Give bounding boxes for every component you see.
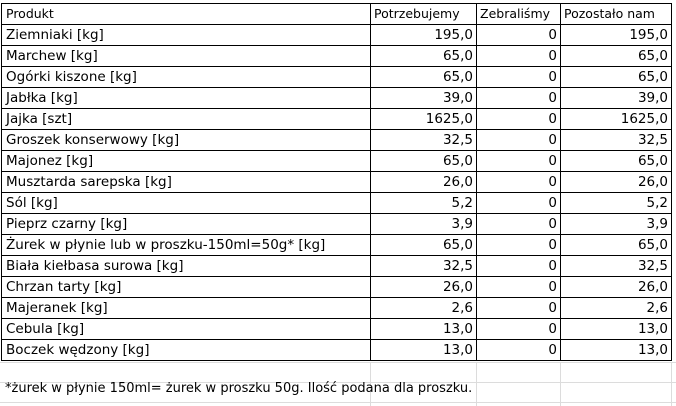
- table-row: [2, 277, 672, 298]
- header-needed[interactable]: Potrzebujemy: [371, 4, 477, 25]
- products-table: [1, 3, 672, 361]
- header-remaining[interactable]: Pozostało nam: [561, 4, 672, 25]
- table-row: [2, 340, 672, 361]
- cell-remaining[interactable]: 65,0: [561, 46, 672, 67]
- cell-remaining[interactable]: 65,0: [561, 67, 672, 88]
- cell-product[interactable]: Pieprz czarny [kg]: [2, 214, 371, 235]
- cell-collected[interactable]: 0: [477, 319, 561, 340]
- cell-collected[interactable]: 0: [477, 193, 561, 214]
- table-row: [2, 130, 672, 151]
- cell-collected[interactable]: 0: [477, 67, 561, 88]
- cell-remaining[interactable]: 5,2: [561, 193, 672, 214]
- cell-remaining[interactable]: 3,9: [561, 214, 672, 235]
- table-row: [2, 172, 672, 193]
- cell-remaining[interactable]: 13,0: [561, 340, 672, 361]
- table-row: [2, 319, 672, 340]
- cell-product[interactable]: Groszek konserwowy [kg]: [2, 130, 371, 151]
- cell-needed[interactable]: 2,6: [371, 298, 477, 319]
- table-row: [2, 46, 672, 67]
- table-row: [2, 25, 672, 46]
- cell-product[interactable]: Majonez [kg]: [2, 151, 371, 172]
- cell-collected[interactable]: 0: [477, 214, 561, 235]
- cell-remaining[interactable]: 26,0: [561, 277, 672, 298]
- cell-remaining[interactable]: 65,0: [561, 235, 672, 256]
- cell-collected[interactable]: 0: [477, 340, 561, 361]
- cell-collected[interactable]: 0: [477, 298, 561, 319]
- table-row: [2, 151, 672, 172]
- cell-needed[interactable]: 32,5: [371, 130, 477, 151]
- cell-collected[interactable]: 0: [477, 172, 561, 193]
- cell-product[interactable]: Cebula [kg]: [2, 319, 371, 340]
- table-row: [2, 298, 672, 319]
- cell-product[interactable]: Majeranek [kg]: [2, 298, 371, 319]
- cell-product[interactable]: Marchew [kg]: [2, 46, 371, 67]
- cell-remaining[interactable]: 195,0: [561, 25, 672, 46]
- empty-row-gridline: [0, 402, 676, 403]
- cell-needed[interactable]: 5,2: [371, 193, 477, 214]
- cell-needed[interactable]: 65,0: [371, 151, 477, 172]
- table-row: [2, 256, 672, 277]
- cell-needed[interactable]: 13,0: [371, 319, 477, 340]
- empty-column-gridline: [560, 362, 561, 406]
- cell-remaining[interactable]: 13,0: [561, 319, 672, 340]
- cell-product[interactable]: Musztarda sarepska [kg]: [2, 172, 371, 193]
- cell-remaining[interactable]: 32,5: [561, 130, 672, 151]
- cell-remaining[interactable]: 32,5: [561, 256, 672, 277]
- table-row: [2, 214, 672, 235]
- table-row: [2, 235, 672, 256]
- cell-product[interactable]: Sól [kg]: [2, 193, 371, 214]
- cell-collected[interactable]: 0: [477, 109, 561, 130]
- cell-needed[interactable]: 65,0: [371, 46, 477, 67]
- header-collected[interactable]: Zebraliśmy: [477, 4, 561, 25]
- cell-needed[interactable]: 3,9: [371, 214, 477, 235]
- cell-collected[interactable]: 0: [477, 88, 561, 109]
- cell-needed[interactable]: 65,0: [371, 67, 477, 88]
- cell-product[interactable]: Biała kiełbasa surowa [kg]: [2, 256, 371, 277]
- cell-product[interactable]: Żurek w płynie lub w proszku-150ml=50g* [kg]: [2, 235, 371, 256]
- table-row: [2, 67, 672, 88]
- empty-column-gridline: [671, 362, 672, 406]
- cell-needed[interactable]: 26,0: [371, 172, 477, 193]
- empty-row-gridline: [0, 362, 676, 363]
- cell-product[interactable]: Jajka [szt]: [2, 109, 371, 130]
- cell-remaining[interactable]: 26,0: [561, 172, 672, 193]
- cell-collected[interactable]: 0: [477, 151, 561, 172]
- table-row: [2, 193, 672, 214]
- cell-needed[interactable]: 13,0: [371, 340, 477, 361]
- cell-product[interactable]: Chrzan tarty [kg]: [2, 277, 371, 298]
- cell-product[interactable]: Ziemniaki [kg]: [2, 25, 371, 46]
- cell-collected[interactable]: 0: [477, 130, 561, 151]
- cell-needed[interactable]: 65,0: [371, 235, 477, 256]
- cell-collected[interactable]: 0: [477, 25, 561, 46]
- cell-collected[interactable]: 0: [477, 256, 561, 277]
- cell-remaining[interactable]: 39,0: [561, 88, 672, 109]
- cell-collected[interactable]: 0: [477, 235, 561, 256]
- cell-needed[interactable]: 32,5: [371, 256, 477, 277]
- cell-product[interactable]: Ogórki kiszone [kg]: [2, 67, 371, 88]
- footnote: *żurek w płynie 150ml= żurek w proszku 50g. Ilość podana dla proszku.: [5, 381, 473, 396]
- cell-needed[interactable]: 195,0: [371, 25, 477, 46]
- table-row: [2, 109, 672, 130]
- cell-product[interactable]: Boczek wędzony [kg]: [2, 340, 371, 361]
- cell-remaining[interactable]: 2,6: [561, 298, 672, 319]
- cell-needed[interactable]: 26,0: [371, 277, 477, 298]
- cell-product[interactable]: Jabłka [kg]: [2, 88, 371, 109]
- empty-column-gridline: [476, 362, 477, 406]
- table-row: [2, 88, 672, 109]
- cell-needed[interactable]: 1625,0: [371, 109, 477, 130]
- table-body: [2, 25, 672, 361]
- cell-collected[interactable]: 0: [477, 46, 561, 67]
- cell-collected[interactable]: 0: [477, 277, 561, 298]
- cell-remaining[interactable]: 65,0: [561, 151, 672, 172]
- cell-needed[interactable]: 39,0: [371, 88, 477, 109]
- header-product[interactable]: Produkt: [2, 4, 371, 25]
- header-row: [2, 4, 672, 25]
- cell-remaining[interactable]: 1625,0: [561, 109, 672, 130]
